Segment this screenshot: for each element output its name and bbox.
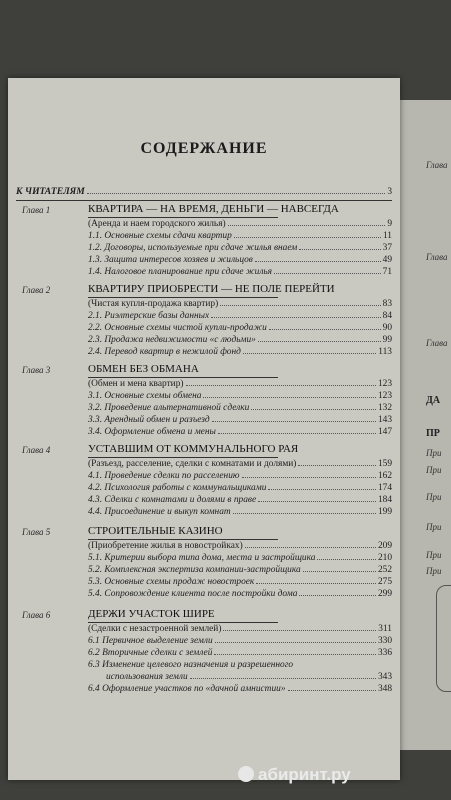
toc-page-number: 84 (382, 311, 392, 321)
leader-dots (251, 409, 376, 410)
toc-page-number: 330 (377, 636, 392, 646)
toc-entry (88, 266, 392, 278)
adjacent-page-text: ПР (426, 428, 440, 439)
toc-page-number: 123 (377, 391, 392, 401)
leader-dots (298, 465, 376, 466)
toc-entry (88, 402, 392, 414)
toc-page-number: 343 (377, 672, 392, 682)
toc-entry-title: 2.2. Основные схемы чистой купли-продажи (88, 323, 267, 333)
toc-entry-title: 3.4. Оформление обмена и мены (88, 427, 216, 437)
leader-dots (214, 654, 376, 655)
toc-entry (88, 230, 392, 242)
toc-entry (88, 298, 392, 310)
toc-entry-title: 5.2. Комплексная экспертиза компании-застройщика (88, 565, 301, 575)
toc-entry (88, 588, 392, 600)
toc-entry (88, 647, 392, 659)
adjacent-page-text: ДА (426, 395, 441, 406)
toc-entry-title: 5.1. Критерии выбора типа дома, места и застройщика (88, 553, 316, 563)
toc-entry-title: 6.3 Изменение целевого назначения и разрешенного (88, 660, 294, 670)
toc-entry-title: 3.1. Основные схемы обмена (88, 391, 202, 401)
toc-entry-title: (Обмен и мена квартир) (88, 379, 184, 389)
toc-entry-title: 4.4. Присоединение и выкуп комнат (88, 507, 231, 517)
toc-entry (88, 310, 392, 322)
toc-page-number: 9 (387, 219, 392, 229)
book-page (8, 78, 400, 780)
toc-page-number: 83 (382, 299, 392, 309)
toc-entry-title: (Чистая купля-продажа квартир) (88, 299, 219, 309)
toc-page-number: 113 (378, 347, 392, 357)
toc-entry (88, 564, 392, 576)
adjacent-page-text: При (426, 550, 442, 560)
toc-entry-title: 4.2. Психология работы с коммунальщиками (88, 483, 267, 493)
toc-entry-title: (Разъезд, расселение, сделки с комнатами и долями) (88, 459, 297, 469)
leader-dots (228, 225, 386, 226)
leader-dots (234, 237, 381, 238)
leader-dots (203, 397, 375, 398)
toc-entry (88, 540, 392, 552)
toc-page-number: 11 (382, 231, 392, 241)
toc-page-number: 174 (377, 483, 392, 493)
toc-entry (88, 254, 392, 266)
toc-page-number: 184 (377, 495, 392, 505)
toc-page-number: 311 (378, 624, 392, 634)
adjacent-page-text: При (426, 522, 442, 532)
leader-dots (258, 341, 381, 342)
toc-entry (88, 458, 392, 470)
toc-page-number: 99 (382, 335, 392, 345)
leader-dots (212, 421, 376, 422)
toc-page-number: 90 (382, 323, 392, 333)
toc-entry (88, 242, 392, 254)
chapter-label: Глава 3 (22, 365, 51, 375)
toc-entry-title: 5.4. Сопровождение клиента после постройки дома (88, 589, 298, 599)
toc-entry (88, 482, 392, 494)
toc-entry-title: 1.4. Налоговое планирование при сдаче жилья (88, 267, 273, 277)
toc-entry-title: 1.1. Основные схемы сдачи квартир (88, 231, 232, 241)
toc-page-number: 3 (387, 187, 392, 197)
adjacent-page-text: Глава (426, 160, 448, 170)
leader-dots (299, 249, 380, 250)
toc-entry-title: 3.2. Проведение альтернативной сделки (88, 403, 250, 413)
toc-entry-title-continued: использования земли (106, 672, 188, 682)
toc-entry-title: 5.3. Основные схемы продаж новостроек (88, 577, 255, 587)
watermark: абиринт.ру (258, 765, 351, 784)
leader-dots (288, 690, 376, 691)
leader-dots (242, 477, 376, 478)
toc-entry-title: 6.2 Вторичные сделки с землей (88, 648, 213, 658)
leader-dots (218, 433, 376, 434)
leader-dots (243, 353, 376, 354)
chapter-label: Глава 2 (22, 285, 51, 295)
toc-entry (88, 683, 392, 695)
chapter-label: Глава 4 (22, 445, 51, 455)
toc-entry (88, 470, 392, 482)
leader-dots (317, 559, 375, 560)
toc-page-number: 299 (377, 589, 392, 599)
toc-entry-title: 6.4 Оформление участков по «дачной амнистии» (88, 684, 286, 694)
toc-entry-title: 6.1 Первичное выделение земли (88, 636, 213, 646)
adjacent-page-box (436, 585, 451, 692)
leader-dots (256, 583, 376, 584)
leader-dots (220, 305, 380, 306)
toc-entry-title: 2.3. Продажа недвижимости «с людьми» (88, 335, 256, 345)
toc-entry (88, 494, 392, 506)
toc-entry (88, 576, 392, 588)
leader-dots (274, 273, 381, 274)
leader-dots (299, 595, 376, 596)
leader-dots (223, 630, 376, 631)
chapter-label: Глава 6 (22, 610, 51, 620)
leader-dots (269, 329, 381, 330)
toc-entry-title: 4.3. Сделки с комнатами и долями в праве (88, 495, 257, 505)
toc-entry-title: 4.1. Проведение сделки по расселению (88, 471, 240, 481)
adjacent-page-text: При (426, 492, 442, 502)
adjacent-page-text: Глава (426, 252, 448, 262)
toc-entry (88, 378, 392, 390)
toc-entry-title: (Сделки с незастроенной землей) (88, 624, 222, 634)
toc-entry (88, 426, 392, 438)
leader-dots (190, 678, 376, 679)
toc-entry-title: 3.3. Арендный обмен и разъезд (88, 415, 210, 425)
leader-dots (186, 385, 376, 386)
toc-page-number: 49 (382, 255, 392, 265)
divider (16, 200, 392, 201)
toc-entry-title: (Приобретение жилья в новостройках) (88, 541, 243, 551)
leader-dots (233, 513, 376, 514)
toc-page-number: 162 (377, 471, 392, 481)
leader-dots (211, 317, 380, 318)
page-title: СОДЕРЖАНИЕ (140, 140, 268, 157)
toc-intro-entry (16, 186, 392, 198)
toc-entry (88, 635, 392, 647)
toc-entry-title: 1.3. Защита интересов хозяев и жильцов (88, 255, 253, 265)
adjacent-page-text: При (426, 465, 442, 475)
toc-entry (88, 552, 392, 564)
toc-entry (88, 322, 392, 334)
chapter-title: СТРОИТЕЛЬНЫЕ КАЗИНО (88, 525, 223, 537)
toc-entry (106, 671, 392, 683)
toc-page-number: 336 (377, 648, 392, 658)
toc-page-number: 252 (377, 565, 392, 575)
toc-page-number: 275 (377, 577, 392, 587)
toc-page-number: 37 (382, 243, 392, 253)
toc-entry-title: 1.2. Договоры, используемые при сдаче жилья внаем (88, 243, 298, 253)
toc-page-number: 71 (382, 267, 392, 277)
toc-page-number: 143 (377, 415, 392, 425)
leader-dots (258, 501, 376, 502)
chapter-title: ДЕРЖИ УЧАСТОК ШИРЕ (88, 608, 215, 620)
chapter-title: КВАРТИРУ ПРИОБРЕСТИ — НЕ ПОЛЕ ПЕРЕЙТИ (88, 283, 335, 295)
leader-dots (87, 193, 385, 194)
toc-page-number: 147 (377, 427, 392, 437)
leader-dots (245, 547, 376, 548)
adjacent-page-text: Глава (426, 338, 448, 348)
toc-intro-title: К ЧИТАТЕЛЯМ (16, 186, 85, 197)
chapter-label: Глава 5 (22, 527, 51, 537)
adjacent-page-text: При (426, 448, 442, 458)
toc-entry (88, 506, 392, 518)
chapter-label: Глава 1 (22, 205, 51, 215)
toc-page-number: 199 (377, 507, 392, 517)
leader-dots (215, 642, 376, 643)
toc-entry-title: 2.1. Риэлтерские базы данных (88, 311, 210, 321)
toc-entry-title: (Аренда и наем городского жилья) (88, 219, 226, 229)
toc-page-number: 210 (377, 553, 392, 563)
toc-entry (88, 346, 392, 358)
adjacent-page-text: При (426, 566, 442, 576)
chapter-title: КВАРТИРА — НА ВРЕМЯ, ДЕНЬГИ — НАВСЕГДА (88, 203, 339, 215)
toc-entry (88, 218, 392, 230)
leader-dots (268, 489, 376, 490)
toc-entry (88, 414, 392, 426)
toc-page-number: 123 (377, 379, 392, 389)
toc-entry (88, 623, 392, 635)
toc-page-number: 209 (377, 541, 392, 551)
toc-entry (88, 334, 392, 346)
toc-entry-title: 2.4. Перевод квартир в нежилой фонд (88, 347, 241, 357)
toc-page-number: 348 (377, 684, 392, 694)
toc-entry (88, 390, 392, 402)
leader-dots (255, 261, 381, 262)
labirint-logo-icon (238, 766, 254, 782)
toc-page-number: 159 (377, 459, 392, 469)
chapter-title: ОБМЕН БЕЗ ОБМАНА (88, 363, 199, 375)
toc-page-number: 132 (377, 403, 392, 413)
leader-dots (303, 571, 376, 572)
chapter-title: УСТАВШИМ ОТ КОММУНАЛЬНОГО РАЯ (88, 443, 299, 455)
